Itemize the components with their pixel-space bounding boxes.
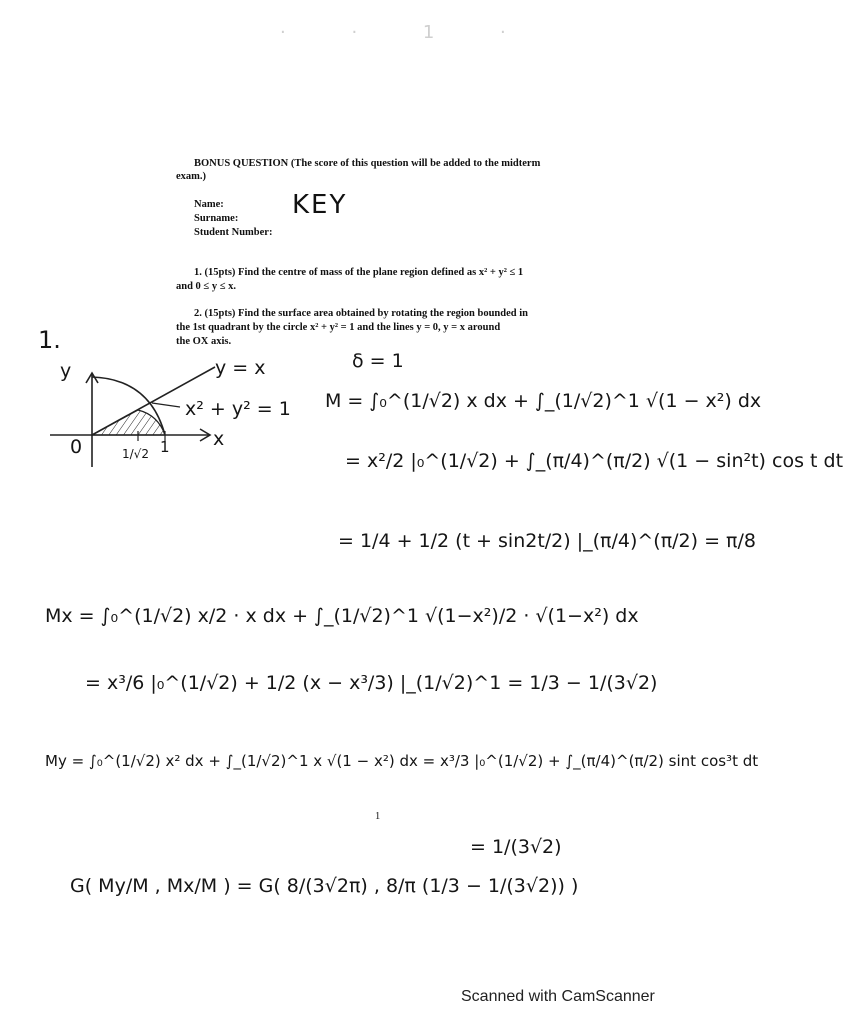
question-2-line-2: the 1st quadrant by the circle x² + y² = 1 and the lines y = 0, y = x around xyxy=(176,322,501,333)
page-number: 1 xyxy=(375,811,381,822)
moment-x-line-1: Mx = ∫₀^(1/√2) x/2 · x dx + ∫_(1/√2)^1 √(1−x²)/2 · √(1−x²) dx xyxy=(45,605,639,627)
question-2-line-1: 2. (15pts) Find the surface area obtained by rotating the region bounded in xyxy=(194,308,528,319)
moment-y-line-1: My = ∫₀^(1/√2) x² dx + ∫_(1/√2)^1 x √(1 − x²) dx = x³/3 |₀^(1/√2) + ∫_(π/4)^(π/2) sint cos³t dt xyxy=(45,752,759,770)
tick-label-1-over-root2: 1/√2 xyxy=(122,447,149,461)
name-label: Name: xyxy=(194,199,224,210)
question-1-line-2: and 0 ≤ y ≤ x. xyxy=(176,281,236,292)
moment-y-line-2: = 1/(3√2) xyxy=(470,836,562,858)
circle-label: x² + y² = 1 xyxy=(185,398,291,420)
question-1-line-1: 1. (15pts) Find the centre of mass of the plane region defined as x² + y² ≤ 1 xyxy=(194,267,524,278)
scanned-page xyxy=(30,0,746,965)
mass-line-1: M = ∫₀^(1/√2) x dx + ∫_(1/√2)^1 √(1 − x²) dx xyxy=(325,390,762,412)
mass-line-2: = x²/2 |₀^(1/√2) + ∫_(π/4)^(π/2) √(1 − sin²t) cos t dt xyxy=(345,450,843,472)
bleed-through-marks: · · 1 · xyxy=(280,22,536,43)
y-axis-label: y xyxy=(60,360,72,382)
mass-line-3: = 1/4 + 1/2 (t + sin2t/2) |_(π/4)^(π/2) = π/8 xyxy=(338,530,756,552)
scanner-watermark: Scanned with CamScanner xyxy=(461,988,655,1005)
bonus-question-title-cont: exam.) xyxy=(176,171,207,182)
name-value-handwritten: KEY xyxy=(292,190,348,220)
density-delta: δ = 1 xyxy=(352,350,404,372)
bonus-question-title: BONUS QUESTION (The score of this question will be added to the midterm xyxy=(194,158,541,169)
x-axis-label: x xyxy=(213,428,225,450)
problem-number: 1. xyxy=(38,326,61,354)
tick-label-1: 1 xyxy=(160,438,170,456)
student-number-label: Student Number: xyxy=(194,227,273,238)
origin-label: 0 xyxy=(70,436,83,458)
question-2-line-3: the OX axis. xyxy=(176,336,232,347)
moment-x-line-2: = x³/6 |₀^(1/√2) + 1/2 (x − x³/3) |_(1/√2)^1 = 1/3 − 1/(3√2) xyxy=(85,672,658,694)
centre-of-mass-result: G( My/M , Mx/M ) = G( 8/(3√2π) , 8/π (1/3 − 1/(3√2)) ) xyxy=(70,875,579,897)
shaded-region xyxy=(92,410,165,435)
surname-label: Surname: xyxy=(194,213,239,224)
line-label: y = x xyxy=(215,357,266,379)
